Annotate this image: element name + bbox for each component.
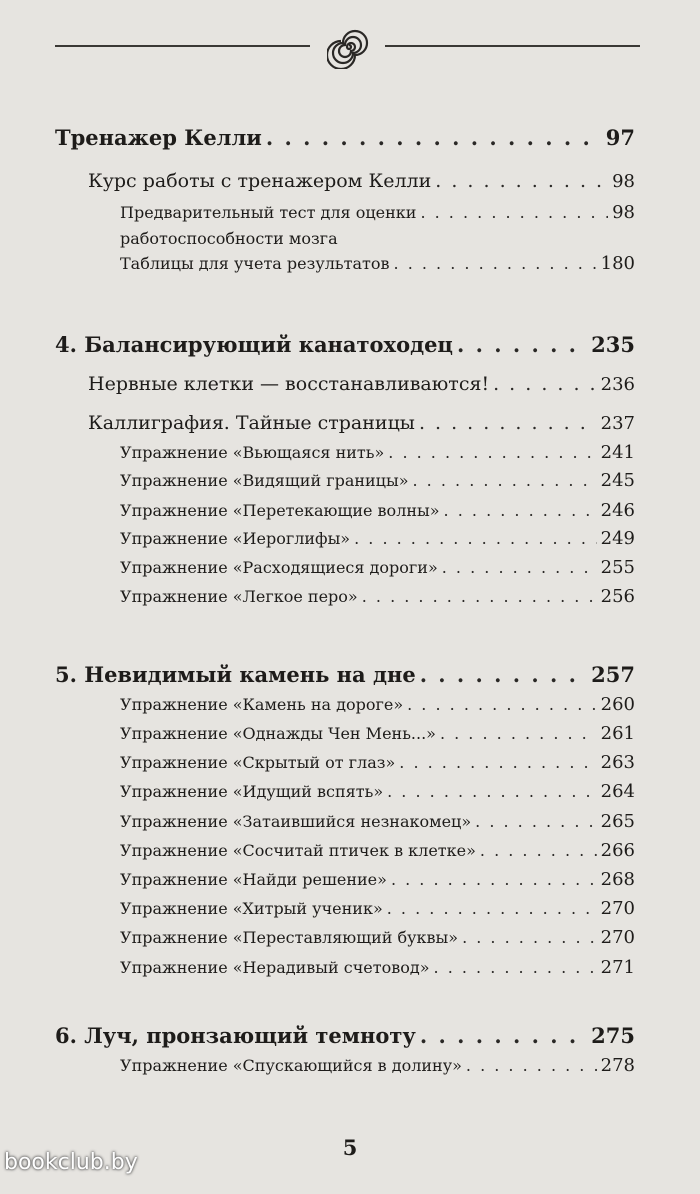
- dot-leader: [420, 203, 608, 222]
- toc-entry: [88, 170, 635, 192]
- dot-leader: [387, 899, 597, 918]
- toc-entry-title: Каллиграфия. Тайные страницы: [88, 412, 415, 434]
- toc-entry-page: 98: [612, 171, 635, 192]
- dot-leader: [266, 125, 602, 150]
- toc-entry-title: Упражнение «Нерадивый счетовод»: [120, 958, 430, 977]
- toc-entry: [120, 811, 635, 832]
- toc-entry-title: Упражнение «Спускающийся в долину»: [120, 1056, 462, 1075]
- toc-entry-page: 241: [600, 442, 635, 463]
- toc-entry-page: 255: [600, 557, 635, 578]
- toc-entry-page: 180: [600, 253, 635, 274]
- toc-entry-title: Упражнение «Переставляющий буквы»: [120, 928, 459, 947]
- toc-entry-page: 261: [600, 723, 635, 744]
- toc-entry-page: 270: [600, 898, 635, 919]
- toc-entry: [120, 840, 635, 861]
- toc-entry-title: Упражнение «Хитрый ученик»: [120, 899, 383, 918]
- toc-entry: [120, 752, 635, 773]
- toc-entry-title-line: Предварительный тест для оценки: [120, 203, 417, 222]
- toc-entry-title-line: работоспособности мозга: [120, 229, 338, 248]
- toc-entry-title: 6. Луч, пронзающий темноту: [55, 1023, 416, 1048]
- toc-entry-title: Упражнение «Иероглифы»: [120, 529, 351, 548]
- watermark: bookclub.by: [4, 1150, 138, 1175]
- toc-entry-title: [120, 200, 416, 252]
- dot-leader: [466, 1056, 597, 1075]
- toc-entry-title: Упражнение «Затаившийся незнакомец»: [120, 812, 472, 831]
- toc-entry: [120, 957, 635, 978]
- toc-entry: [120, 442, 635, 463]
- toc-entry-title: Курс работы с тренажером Келли: [88, 170, 432, 192]
- toc-entry: [120, 723, 635, 744]
- toc-entry: [120, 694, 635, 715]
- dot-leader: [387, 782, 597, 801]
- toc-entry-page: 266: [600, 840, 635, 861]
- header-rule-right: [385, 45, 640, 47]
- toc-entry: [120, 470, 635, 491]
- toc-entry: [120, 781, 635, 802]
- toc-entry-page: 97: [605, 125, 635, 150]
- toc-entry-page: 246: [600, 500, 635, 521]
- toc-entry-title: Упражнение «Легкое перо»: [120, 587, 358, 606]
- toc-entry-title: Упражнение «Найди решение»: [120, 870, 387, 889]
- toc-entry-page: 271: [600, 957, 635, 978]
- dot-leader: [442, 558, 597, 577]
- toc-entry-title: Упражнение «Однажды Чен Мень...»: [120, 724, 436, 743]
- dot-leader: [420, 662, 587, 687]
- dot-leader: [391, 870, 597, 889]
- dot-leader: [394, 254, 597, 273]
- toc-entry: [55, 332, 635, 357]
- toc-entry-page: 237: [600, 413, 635, 434]
- toc-entry-title: Упражнение «Расходящиеся дороги»: [120, 558, 438, 577]
- header-rule-left: [55, 45, 310, 47]
- toc-entry-title: Нервные клетки — восстанавливаются!: [88, 373, 490, 395]
- toc-entry-page: 257: [591, 662, 635, 687]
- dot-leader: [420, 1023, 587, 1048]
- toc-entry-page: 260: [600, 694, 635, 715]
- toc-entry: [120, 253, 635, 274]
- toc-entry-title: Таблицы для учета результатов: [120, 254, 390, 273]
- dot-leader: [440, 724, 597, 743]
- dot-leader: [444, 501, 597, 520]
- toc-entry-page: 235: [591, 332, 635, 357]
- toc-entry-title: Тренажер Келли: [55, 125, 262, 150]
- toc-entry-page: 249: [600, 528, 635, 549]
- toc-entry-page: 275: [591, 1023, 635, 1048]
- toc-entry-title: Упражнение «Видящий границы»: [120, 471, 409, 490]
- toc-entry: [120, 898, 635, 919]
- spiral-icon: [327, 25, 371, 69]
- toc-entry-title: Упражнение «Вьющаяся нить»: [120, 443, 385, 462]
- toc-entry-page: 256: [600, 586, 635, 607]
- toc-entry: [120, 1055, 635, 1076]
- toc-entry-title: Упражнение «Идущий вспять»: [120, 782, 384, 801]
- toc-entry: [120, 200, 635, 252]
- toc-entry: [120, 557, 635, 578]
- toc-entry-page: 265: [600, 811, 635, 832]
- toc-entry-page: 263: [600, 752, 635, 773]
- toc-entry: [120, 500, 635, 521]
- toc-entry: [55, 1023, 635, 1048]
- toc-entry-page: 98: [612, 202, 635, 223]
- toc-entry: [120, 528, 635, 549]
- toc-entry-title: Упражнение «Сосчитай птичек в клетке»: [120, 841, 476, 860]
- toc-entry-title: Упражнение «Камень на дороге»: [120, 695, 404, 714]
- dot-leader: [362, 587, 597, 606]
- dot-leader: [399, 753, 596, 772]
- dot-leader: [419, 412, 597, 434]
- dot-leader: [388, 443, 596, 462]
- toc-entry-page: 264: [600, 781, 635, 802]
- toc-entry-page: 236: [600, 374, 635, 395]
- toc-entry: [55, 662, 635, 687]
- dot-leader: [413, 471, 597, 490]
- page-number: 5: [342, 1135, 358, 1160]
- dot-leader: [493, 373, 597, 395]
- toc-entry: [55, 125, 635, 150]
- toc-entry: [88, 373, 635, 395]
- toc-entry-page: 278: [600, 1055, 635, 1076]
- dot-leader: [480, 841, 597, 860]
- toc-entry-title: Упражнение «Перетекающие волны»: [120, 501, 440, 520]
- dot-leader: [462, 928, 597, 947]
- dot-leader: [354, 529, 597, 548]
- toc-entry-title: Упражнение «Скрытый от глаз»: [120, 753, 396, 772]
- dot-leader: [475, 812, 597, 831]
- dot-leader: [435, 170, 608, 192]
- toc-entry-page: 245: [600, 470, 635, 491]
- header-ornament: [55, 25, 640, 69]
- dot-leader: [434, 958, 597, 977]
- toc-entry: [120, 869, 635, 890]
- toc-entry-title: 5. Невидимый камень на дне: [55, 662, 416, 687]
- toc-entry: [88, 412, 635, 434]
- dot-leader: [407, 695, 597, 714]
- toc-entry: [120, 927, 635, 948]
- dot-leader: [457, 332, 587, 357]
- toc-entry-page: 268: [600, 869, 635, 890]
- toc-entry-title: 4. Балансирующий канатоходец: [55, 332, 453, 357]
- toc-entry: [120, 586, 635, 607]
- toc-entry-page: 270: [600, 927, 635, 948]
